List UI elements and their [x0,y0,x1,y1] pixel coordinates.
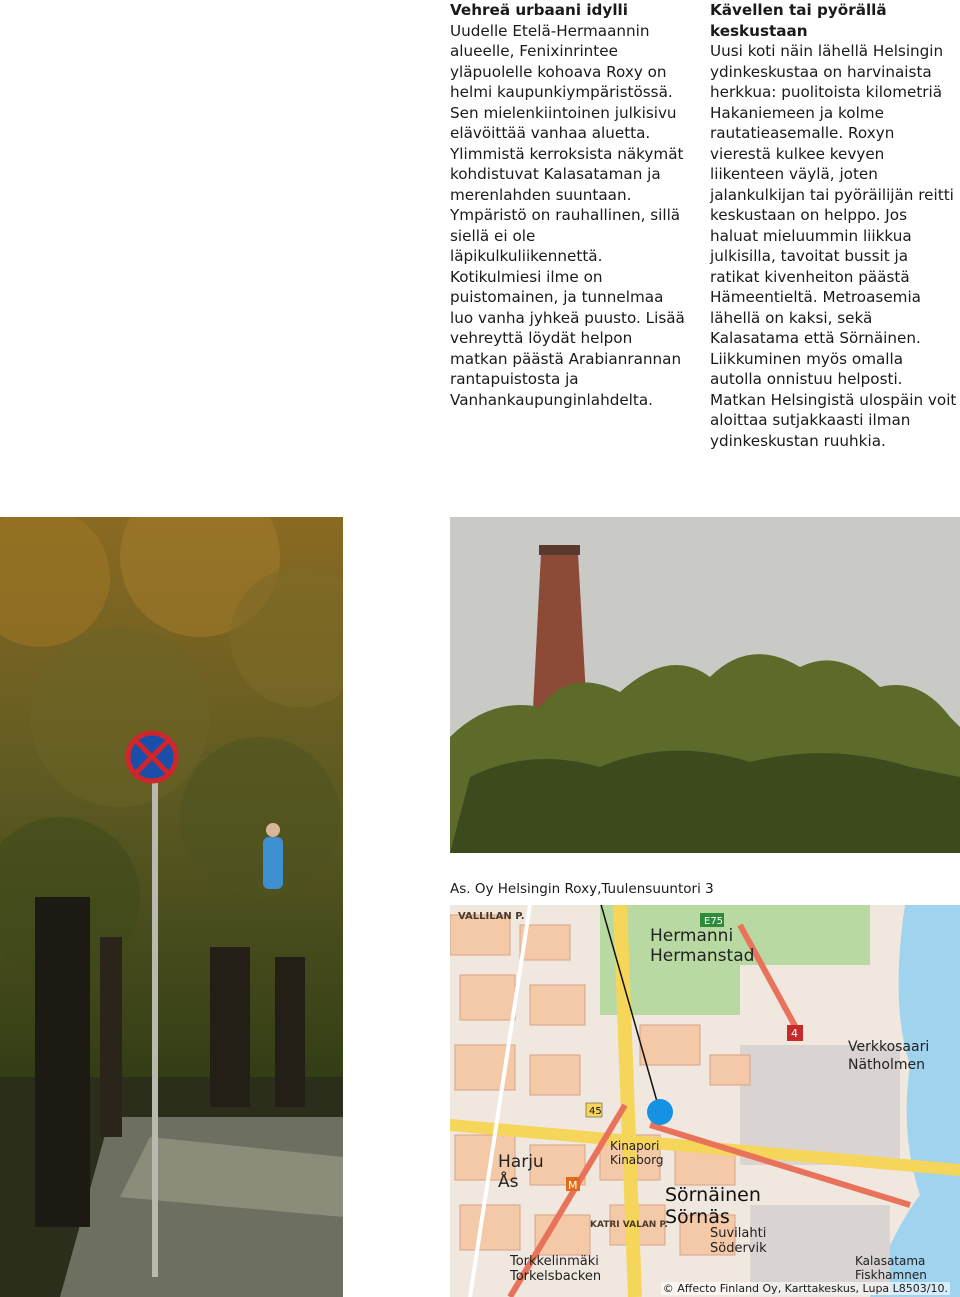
map-label-kalasatama: Kalasatama [855,1254,926,1268]
map-label-fiskhamnen: Fiskhamnen [855,1268,927,1282]
map-graphic [450,905,960,1297]
map-label-hermanni: Hermanni [650,926,734,946]
map-label-katri-vala: KATRI VALAN P. [590,1220,668,1230]
map-label-kinapori: Kinapori [610,1139,660,1153]
map-label-sornainen: Sörnäinen [665,1184,761,1206]
location-marker [647,1099,673,1125]
map-label-45: 45 [589,1106,602,1117]
map-label-torkelsbacken: Torkelsbacken [510,1269,602,1284]
location-map [450,905,960,1297]
right-body: Uusi koti näin lähellä Helsingin ydinkeskustaa on harvinaista herkkua: puolitoista kilometriä Hakaniemeen ja kolme rautatieasemalle. Roxyn vierestä kulkee kevyen liikenteen väylä, joten jalankulkijan tai pyöräilijän reitti keskustaan on helppo. Jos haluat mieluummin liikkua julkisilla, tavoitat bussit ja ratikat kivenheiton päästä Hämeentieltä. Metroasemia lähellä on kaksi, sekä Kalasatama että Sörnäinen. Liikkuminen myös omalla autolla onnistuu helposti. Matkan Helsingistä ulospäin voit aloittaa sutjakkaasti ilman ydinkeskustan ruuhkia. [710,42,957,450]
map-label-hermanstad: Hermanstad [650,946,755,966]
map-credit: © Affecto Finland Oy, Karttakeskus, Lupa L8503/10. [662,1282,948,1295]
map-label-suvilahti: Suvilahti [710,1226,767,1241]
metro-icon-label: M [568,1179,578,1192]
map-label-as: Ås [498,1172,519,1192]
map-label-torkkelinmaki: Torkkelinmäki [510,1254,599,1269]
map-label-route4: 4 [791,1027,798,1040]
left-body: Uudelle Etelä-Hermaannin alueelle, Fenixinrintee yläpuolelle kohoava Roxy on helmi kaupunkiympäristössä. Sen mielenkiintoinen julkisivu elävöittää vanhaa aluetta. Ylimmistä kerroksista näkymät kohdistuvat Kalasataman ja merenlahden suuntaan. Ympäristö on rauhallinen, sillä siellä ei ole läpikulkuliikennettä. Kotikulmiesi ilme on puistomainen, ja tunnelmaa luo vanha jyhkeä puusto. Lisää vehreyttä löydät helpon matkan päästä Arabianrannan rantapuistosta ja Vanhankaupunginlahdelta. [450,21,685,409]
left-column [450,0,690,410]
map-label-sodervik: Södervik [710,1241,767,1256]
left-heading: Vehreä urbaani idylli [450,1,628,19]
map-label-kinaborg: Kinaborg [610,1153,664,1167]
map-label-harju: Harju [498,1152,544,1172]
right-heading: Kävellen tai pyörällä keskustaan [710,1,887,40]
map-label-verkkosaari: Verkkosaari [848,1039,930,1055]
forest-illustration [0,517,343,1297]
brick-chimney-photo [450,517,960,853]
tree-lined-street-photo [0,517,343,1297]
map-label-natholmen: Nätholmen [848,1057,925,1073]
chimney-illustration [450,517,960,853]
map-label-e75: E75 [704,916,724,927]
right-column [710,0,958,451]
map-label-vallila: VALLILAN P. [458,911,525,922]
map-caption: As. Oy Helsingin Roxy,Tuulensuuntori 3 [450,881,714,897]
map-label-sornas: Sörnäs [665,1206,730,1228]
